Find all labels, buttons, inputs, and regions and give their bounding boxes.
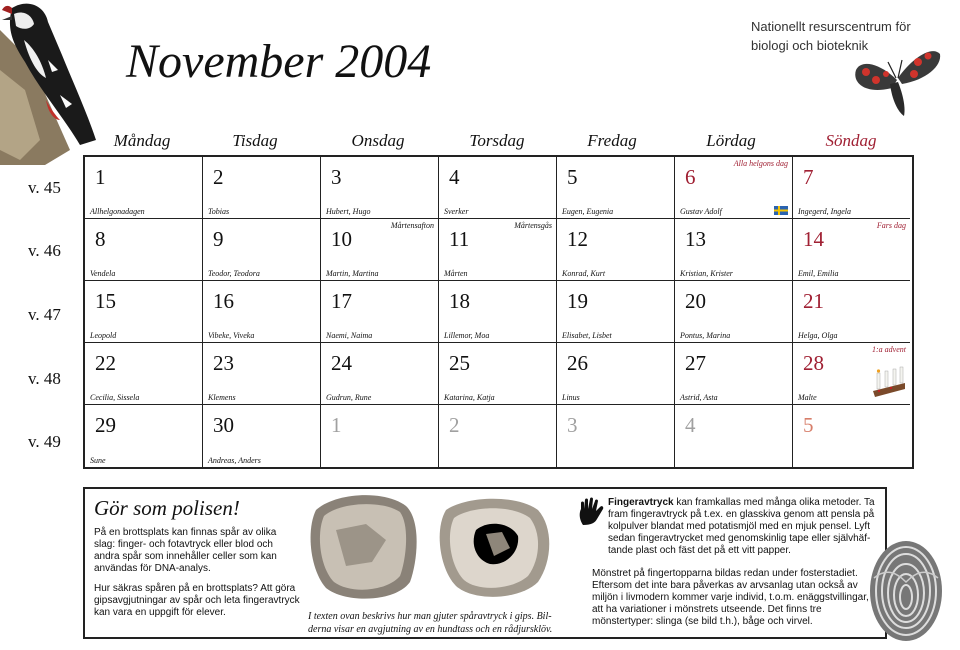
day-number: 17 [331,289,352,313]
name-day: Ingegerd, Ingela [798,207,852,216]
day-number: 12 [567,227,588,251]
day-cell [557,405,675,467]
day-number: 22 [95,351,116,375]
panel-paragraph-2: Hur säkras spåren på en brottsplats? Att göra gipsavgjutningar av spår och leta fingeravtryck kan vara en uppgift för elever. [94,583,300,618]
day-number: 1 [95,165,106,189]
name-day: Naemi, Naima [326,331,373,340]
week-number: v. 49 [28,432,61,451]
name-day: Eugen, Eugenia [562,207,614,216]
day-number: 14 [803,227,824,251]
day-number: 28 [803,351,824,375]
day-number: 26 [567,351,588,375]
advent-candles-image [871,361,907,397]
day-number: 2 [213,165,224,189]
fingerprint-label: Fingeravtryck [608,497,674,508]
day-name-friday: Fredag [587,131,637,150]
day-number: 24 [331,351,352,375]
page-title: November 2004 [126,35,432,88]
hand-icon [577,497,605,527]
name-day: Tobias [208,207,230,216]
day-number: 30 [213,413,234,437]
name-day: Astrid, Asta [680,393,718,402]
name-day: Elisabet, Lisbet [562,331,612,340]
day-number: 25 [449,351,470,375]
day-number: 9 [213,227,224,251]
day-number: 21 [803,289,824,313]
day-cell [793,157,910,219]
day-cell [793,343,910,405]
holiday-label: Mårtensgås [514,221,552,230]
name-day: Klemens [208,393,236,402]
panel-paragraph-1: På en brottsplats kan finnas spår av olika slag: finger- och fotavtryck eller blod och andra spår som innehåller celler som kan användas för DNA-analys. [94,527,277,574]
day-cell [85,281,203,343]
day-number: 2 [449,413,460,437]
organization-name [751,17,911,55]
name-day: Katarina, Katja [444,393,495,402]
day-number: 10 [331,227,352,251]
day-cell [439,157,557,219]
day-cell [675,343,793,405]
day-name-wednesday: Onsdag [351,131,405,150]
name-day: Allhelgonadagen [90,207,145,216]
day-number: 13 [685,227,706,251]
day-cell [793,281,910,343]
day-cell [203,405,321,467]
calendar-grid [83,155,914,469]
fingerprint-paragraph [608,497,880,557]
day-number: 7 [803,165,814,189]
day-number: 4 [449,165,460,189]
day-cell [675,405,793,467]
day-cell [321,219,439,281]
week-number: v. 48 [28,369,61,388]
day-number: 1 [331,413,342,437]
day-cell [85,343,203,405]
day-cell [675,157,793,219]
day-cell [557,343,675,405]
day-cell [793,219,910,281]
name-day: Martin, Martina [326,269,379,278]
name-day: Helga, Olga [798,331,838,340]
day-number: 5 [803,413,814,437]
week-number: v. 46 [28,241,61,260]
week-number: v. 45 [28,178,61,197]
day-number: 29 [95,413,116,437]
plaster-cast-image [306,490,561,608]
fingerprint-image [866,538,946,644]
day-number: 3 [567,413,578,437]
name-day: Hubert, Hugo [326,207,371,216]
day-cell [203,219,321,281]
name-day: Emil, Emilia [798,269,839,278]
day-cell [439,343,557,405]
name-day: Lillemor, Moa [444,331,490,340]
day-cell [557,219,675,281]
name-day: Pontus, Marina [680,331,731,340]
day-cell [203,343,321,405]
day-number: 16 [213,289,234,313]
day-number: 27 [685,351,706,375]
day-cell [321,157,439,219]
name-day: Andreas, Anders [208,456,261,465]
holiday-label: Alla helgons dag [733,159,788,168]
name-day: Cecilia, Sissela [90,393,140,402]
name-day: Leopold [90,331,117,340]
day-cell [793,405,910,467]
week-number: v. 47 [28,305,61,324]
holiday-label: 1:a advent [872,345,906,354]
day-number: 4 [685,413,696,437]
holiday-label: Fars dag [876,221,906,230]
day-cell [321,405,439,467]
day-cell [85,405,203,467]
day-cell [321,343,439,405]
name-day: Mårten [444,269,468,278]
day-name-tuesday: Tisdag [232,131,278,150]
day-cell [321,281,439,343]
fingerprint-text: kan framkallas med många olika metoder. Ta fram fingeravtryck på t.ex. en glasskiva genom att pensla på kolpulver blandat med potatismjöl med en mjuk pensel. Lyft sedan fingeravtrycket med genomskinlig tape eller självhäftande plast och fäst det på ett vitt papper. [608,497,875,556]
day-number: 5 [567,165,578,189]
day-number: 18 [449,289,470,313]
day-cell [203,281,321,343]
day-name-thursday: Torsdag [469,131,525,150]
day-number: 11 [449,227,470,251]
day-cell [203,157,321,219]
name-day: Kristian, Krister [680,269,733,278]
day-number: 6 [685,165,696,189]
day-name-sunday: Söndag [825,131,877,150]
day-number: 19 [567,289,588,313]
name-day: Linus [562,393,580,402]
name-day: Gudrun, Rune [326,393,372,402]
name-day: Vendela [90,269,116,278]
day-number: 8 [95,227,106,251]
day-number: 23 [213,351,234,375]
name-day: Gustav Adolf [680,207,722,216]
day-cell [439,405,557,467]
day-name-monday: Måndag [113,131,171,150]
day-name-saturday: Lördag [706,131,756,150]
pattern-paragraph: Mönstret på fingertopparna bildas redan under fosterstadiet. Eftersom det inte bara påverkas av arvsanlag utan också av miljön i livmodern kommer varje individ, t.o.m. enäggstvillingar, att ha variationer i mönstrets utseende. Det finns tre mönstertyper: slinga (se bild t.h.), båge och virvel. [592,568,869,627]
name-day: Sverker [444,207,469,216]
day-number: 3 [331,165,342,189]
day-cell [85,219,203,281]
day-cell [439,219,557,281]
day-cell [557,157,675,219]
day-cell [557,281,675,343]
day-cell [85,157,203,219]
name-day: Sune [90,456,106,465]
day-cell [675,219,793,281]
day-cell [439,281,557,343]
day-cell [675,281,793,343]
day-number: 20 [685,289,706,313]
holiday-label: Mårtensafton [390,221,434,230]
name-day: Vibeke, Viveka [208,331,255,340]
swedish-flag-icon [774,206,788,215]
day-number: 15 [95,289,116,313]
name-day: Konrad, Kurt [562,269,606,278]
name-day: Malte [798,393,817,402]
organization-line-1: Nationellt resurscentrum för [751,19,911,34]
name-day: Teodor, Teodora [208,269,260,278]
image-caption: I texten ovan beskrivs hur man gjuter spåravtryck i gips. Bilderna visar en avgjutning av en hundtass och en rådjursklöv. [308,611,553,635]
panel-heading: Gör som polisen! [94,496,240,520]
organization-line-2: biologi och bioteknik [751,38,869,53]
